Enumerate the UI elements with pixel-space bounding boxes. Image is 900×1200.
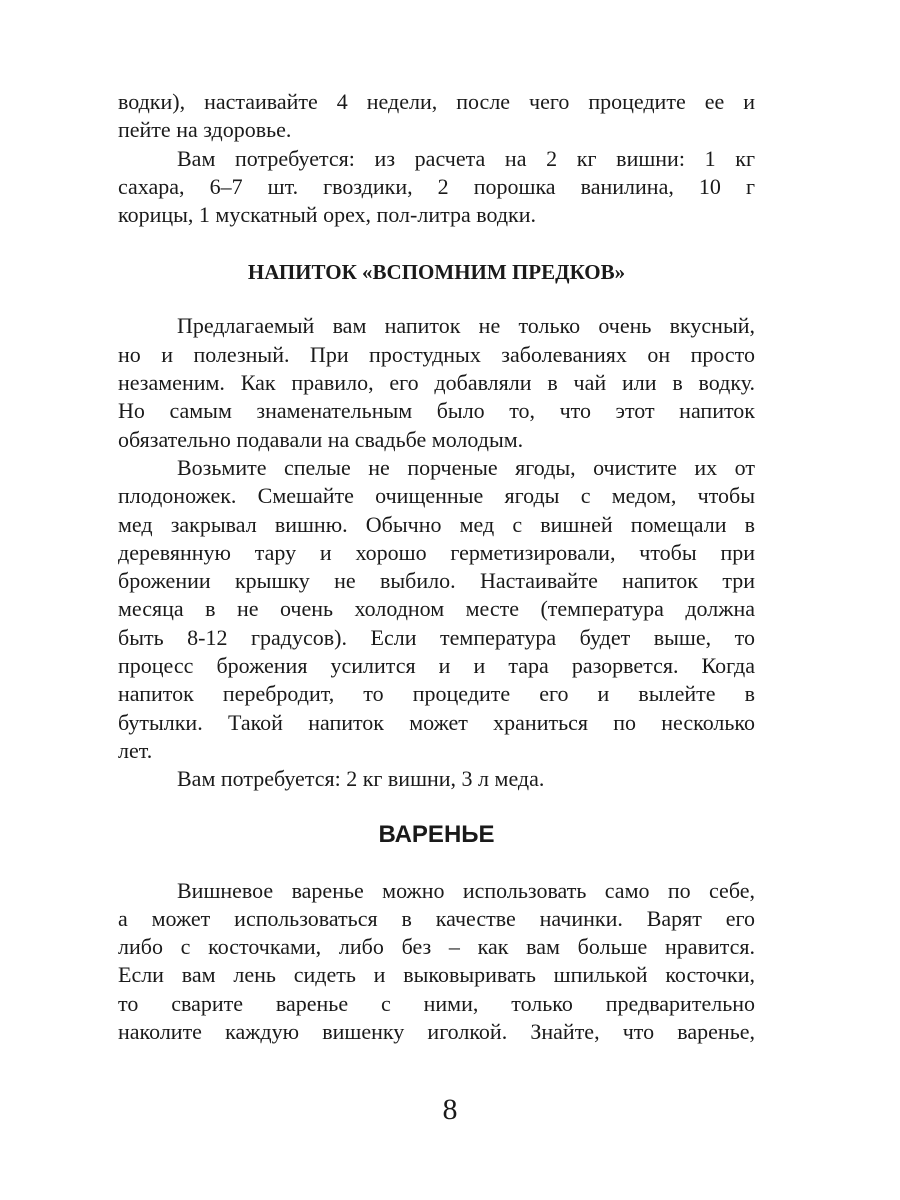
text-line: быть 8-12 градусов). Если температура будет выше, то <box>118 624 755 650</box>
text-line: либо с косточками, либо без – как вам больше нравится. <box>118 934 755 960</box>
text-line: плодоножек. Смешайте очищенные ягоды с медом, чтобы <box>118 483 755 509</box>
paragraph <box>118 454 755 765</box>
text-line: сахара, 6–7 шт. гвоздики, 2 порошка ванилина, 10 г <box>118 173 755 199</box>
text-line: обязательно подавали на свадьбе молодым. <box>118 426 524 452</box>
text-line: наколите каждую вишенку иголкой. Знайте, что варенье, <box>118 1019 755 1045</box>
text-line: то сварите варенье с ними, только предварительно <box>118 990 755 1016</box>
text-line: мед закрывал вишню. Обычно мед с вишней помещали в <box>118 511 755 537</box>
text-line: Если вам лень сидеть и выковыривать шпилькой косточки, <box>118 962 755 988</box>
text-line: Предлагаемый вам напиток не только очень вкусный, <box>177 313 755 339</box>
paragraph <box>118 312 755 453</box>
page-text <box>118 88 755 1046</box>
text-line: Вишневое варенье можно использовать само по себе, <box>177 877 755 903</box>
text-line: лет. <box>118 737 153 763</box>
paragraph <box>118 88 755 145</box>
text-line: брожении крышку не выбило. Настаивайте напиток три <box>118 568 755 594</box>
text-line: незаменим. Как правило, его добавляли в чай или в водку. <box>118 370 755 396</box>
text-line: Но самым знаменательным было то, что этот напиток <box>118 398 755 424</box>
text-line: Вам потребуется: из расчета на 2 кг вишни: 1 кг <box>177 145 755 171</box>
text-line: водки), настаивайте 4 недели, после чего процедите ее и <box>118 89 755 114</box>
section-heading: ВАРЕНЬЕ <box>378 820 495 848</box>
text-line: Вам потребуется: 2 кг вишни, 3 л меда. <box>177 766 545 792</box>
text-line: процесс брожения усилится и и тара разорвется. Когда <box>118 653 755 679</box>
text-line: Возьмите спелые не порченые ягоды, очистите их от <box>177 454 755 480</box>
text-line: бутылки. Такой напиток может храниться по несколько <box>118 709 755 735</box>
text-line: но и полезный. При простудных заболеваниях он просто <box>118 341 755 367</box>
text-line: корицы, 1 мускатный орех, пол-литра водки. <box>118 202 536 228</box>
text-line: а может использоваться в качестве начинки. Варят его <box>118 905 755 931</box>
text-line: пейте на здоровье. <box>118 117 292 143</box>
page-number: 8 <box>442 1093 458 1126</box>
section-heading: НАПИТОК «ВСПОМНИМ ПРЕДКОВ» <box>247 260 626 285</box>
paragraph <box>118 145 755 230</box>
text-line: деревянную тару и хорошо герметизировали, чтобы при <box>118 539 755 565</box>
paragraph <box>118 877 755 1047</box>
text-line: месяца в не очень холодном месте (температура должна <box>118 596 755 622</box>
text-line: напиток перебродит, то процедите его и вылейте в <box>118 681 755 707</box>
paragraph <box>118 765 755 793</box>
